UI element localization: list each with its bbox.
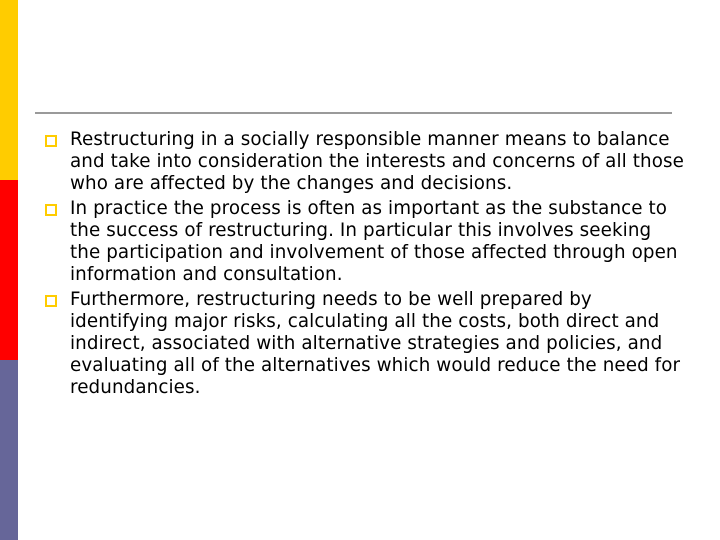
bullet-list [44,129,684,402]
bullet-text: In practice the process is often as important as the substance to the success of restructuring. In particular this involves seeking the participation and involvement of those affected through open information and consultation. [70,198,678,285]
title-divider [35,112,672,114]
bullet-item [44,289,684,399]
accent-bar-slate [0,360,18,540]
bullet-item [44,198,684,286]
bullet-item [44,129,684,195]
hollow-square-icon [45,204,57,216]
accent-bar-red [0,180,18,360]
bullet-text: Restructuring in a socially responsible manner means to balance and take into consideration the interests and concerns of all those who are affected by the changes and decisions. [70,129,684,194]
bullet-text: Furthermore, restructuring needs to be well prepared by identifying major risks, calculating all the costs, both direct and indirect, associated with alternative strategies and policies, and evaluating all of the alternatives which would reduce the need for redundancies. [70,289,681,398]
hollow-square-icon [45,135,57,147]
accent-bar-yellow [0,0,18,180]
hollow-square-icon [45,295,57,307]
